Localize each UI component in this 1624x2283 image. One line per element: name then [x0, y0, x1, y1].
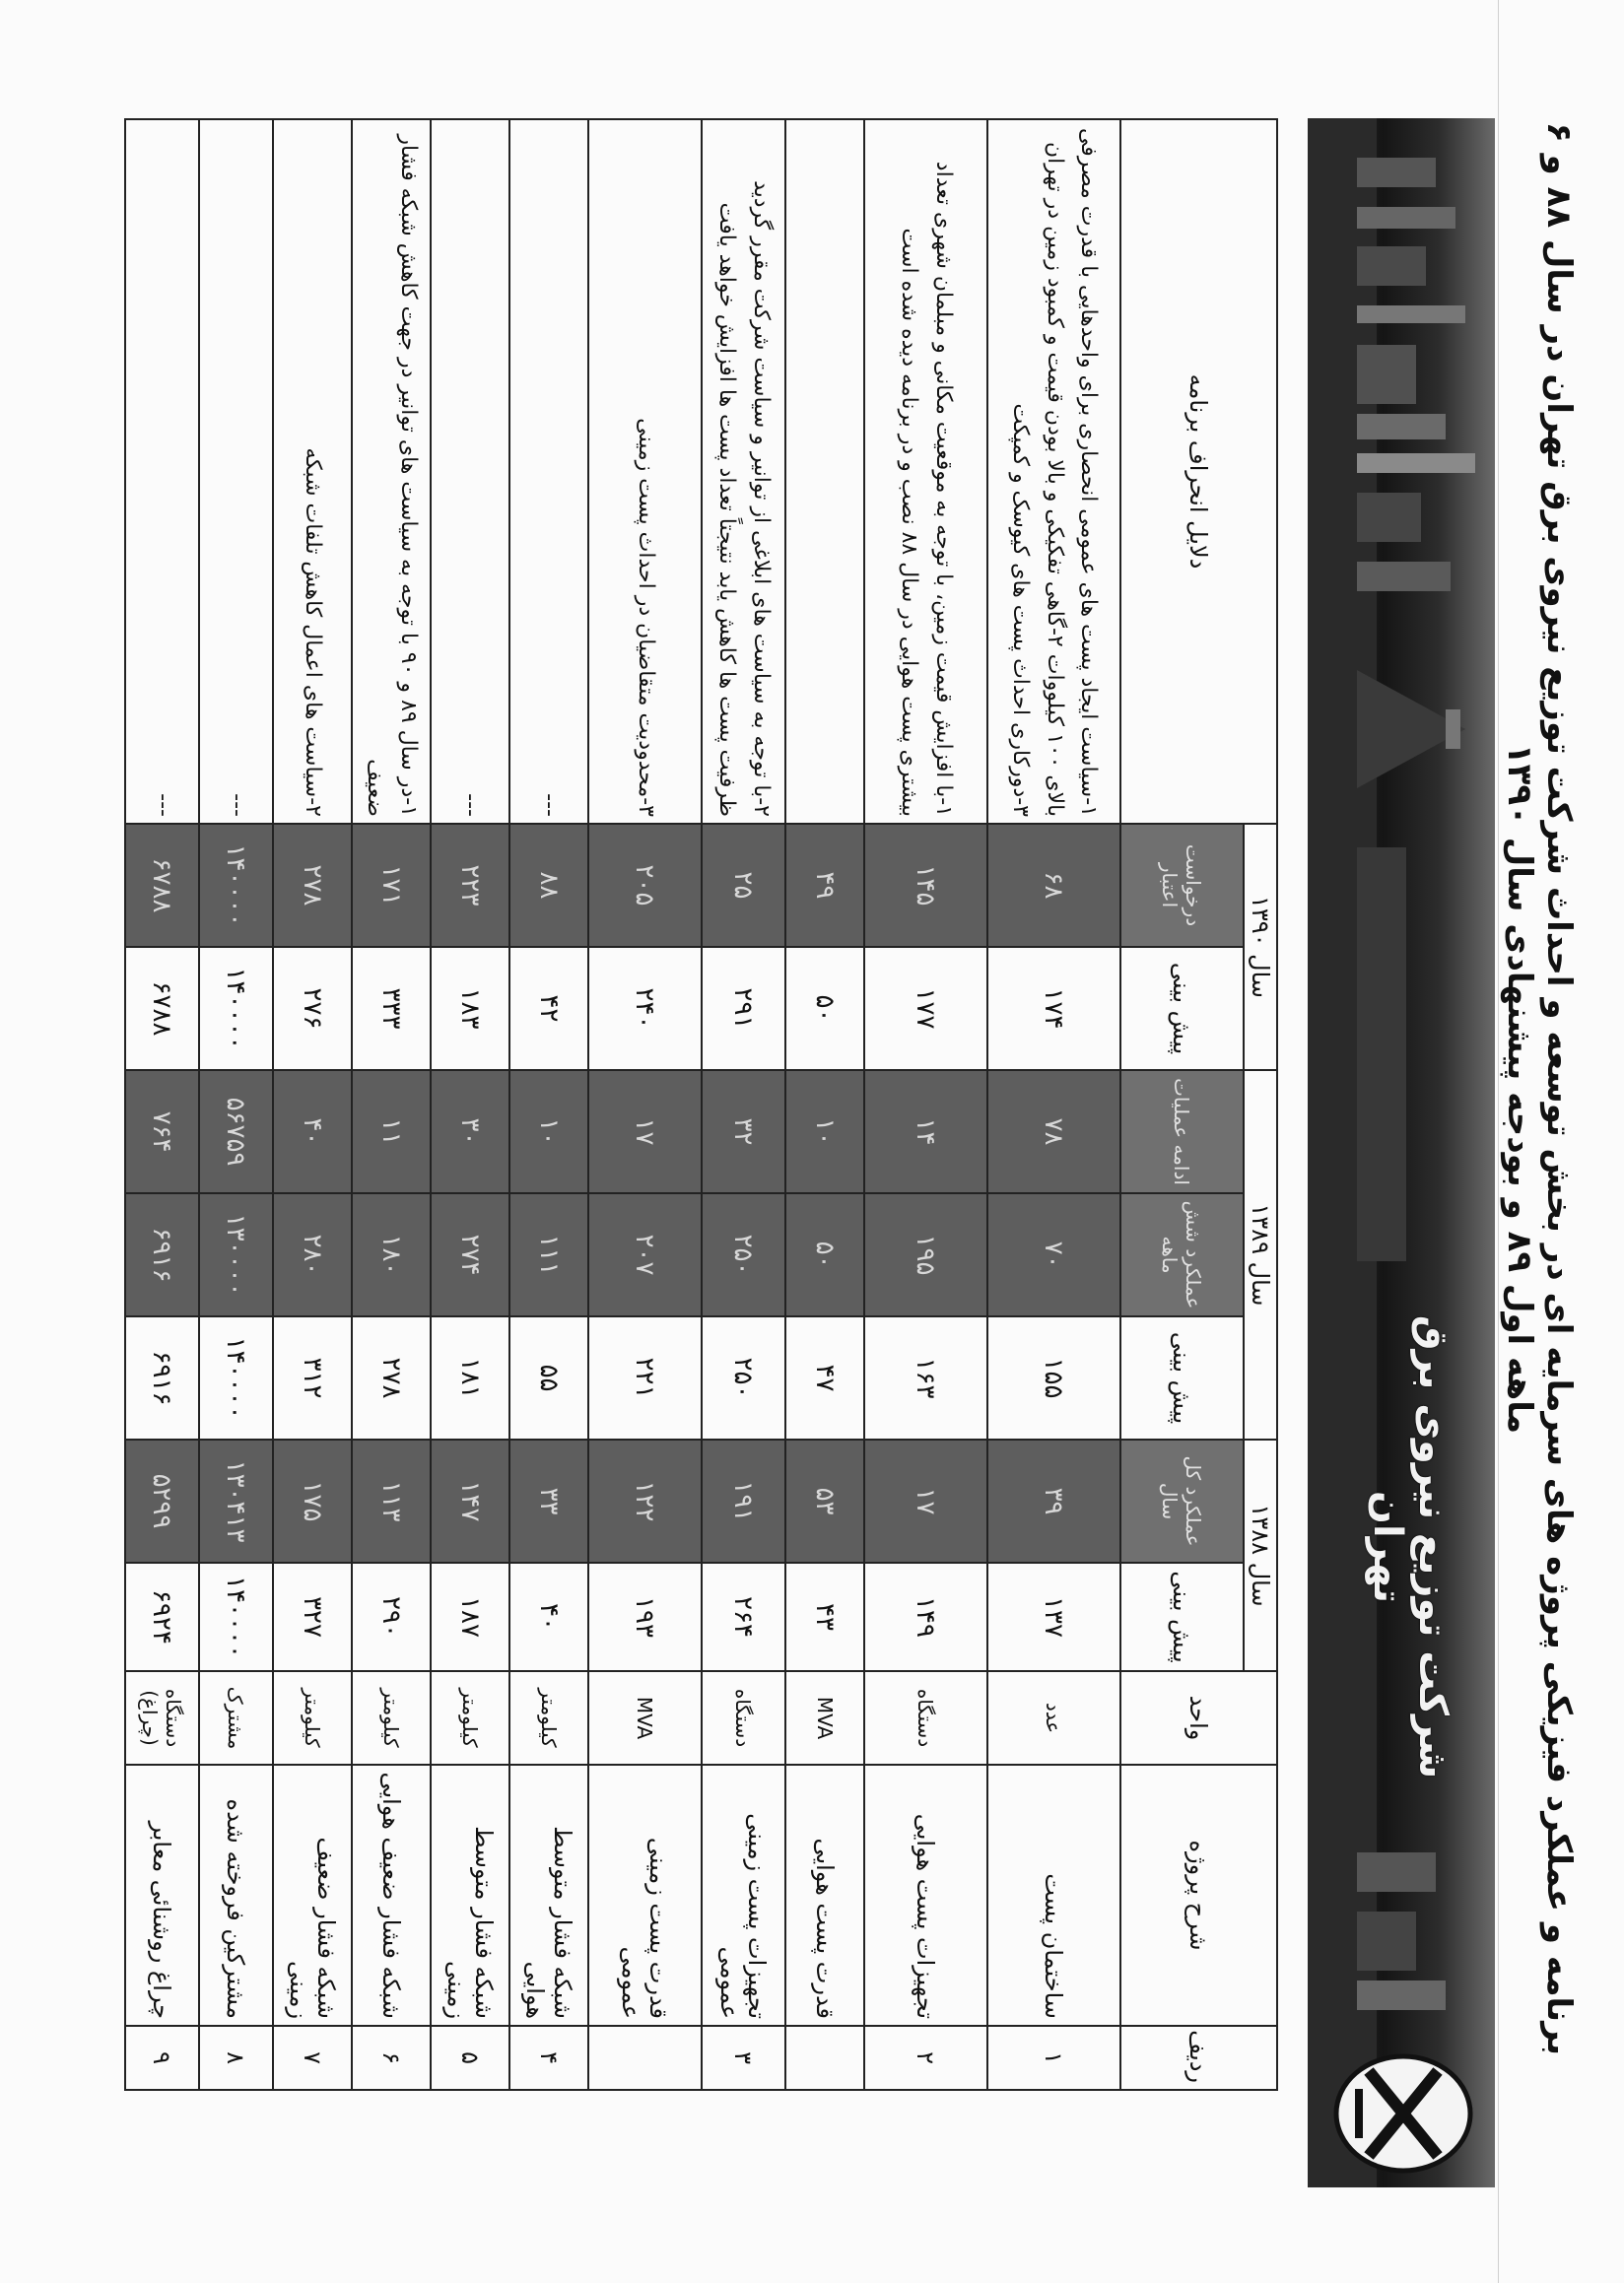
request-1390: ۸۸: [509, 824, 588, 947]
project-name: شبکه فشار ضعیف زمینی: [273, 1765, 352, 2026]
actual-6m-1389: ۲۷۴: [431, 1193, 509, 1316]
table-body: [125, 119, 1120, 2090]
row-number: ۶: [352, 2026, 431, 2090]
remaining-1389: ۳۲: [702, 1070, 785, 1193]
projects-table: [124, 118, 1278, 2091]
remaining-1389: ۱۰: [509, 1070, 588, 1193]
row-number: [588, 2026, 702, 2090]
row-number: ۲: [864, 2026, 987, 2090]
plan-1390: ۱۴۰۰۰۰: [199, 947, 273, 1070]
header-row: ردیف: [1120, 2026, 1277, 2090]
plan-1390: ۱۷۷: [864, 947, 987, 1070]
project-name: شبکه فشار متوسط هوایی: [509, 1765, 588, 2026]
plan-1388: ۱۴۹: [864, 1563, 987, 1671]
deviation-reason: ۱-سیاست ایجاد پست های عمومی انحصاری برای واحدهایی با قدرت مصرفی بالای ۱۰۰ کیلووات ۲-گاهی تفکیکی و بالا بودن قیمت و کمبود زمین در تهران ۳-دورکاری احداث پست های کیوسک و کمپکت: [987, 119, 1120, 824]
request-1390: ۶۷۸۸: [125, 824, 199, 947]
row-number: ۹: [125, 2026, 199, 2090]
plan-1390: ۲۷۶: [273, 947, 352, 1070]
plan-1388: ۱۹۳: [588, 1563, 702, 1671]
plan-1388: ۲۹۰: [352, 1563, 431, 1671]
table-row: [702, 119, 785, 2090]
header-project: شرح پروژه: [1120, 1765, 1277, 2026]
actual-6m-1389: ۱۹۵: [864, 1193, 987, 1316]
table-row: [588, 119, 702, 2090]
plan-1389: ۲۷۸: [352, 1316, 431, 1440]
deviation-reason: ---: [199, 119, 273, 824]
project-name: چراغ روشنائی معابر: [125, 1765, 199, 2026]
header-actual-88: عملکرد کل سال: [1120, 1440, 1244, 1563]
request-1390: ۴۹: [785, 824, 864, 947]
actual-1388: ۱۳۰۴۱۳: [199, 1440, 273, 1563]
request-1390: ۱۴۵: [864, 824, 987, 947]
plan-1389: ۱۸۱: [431, 1316, 509, 1440]
project-name: تجهیزات پست زمینی عمومی: [702, 1765, 785, 2026]
plan-1388: ۲۶۴: [702, 1563, 785, 1671]
unit: دستگاه (چراغ): [125, 1671, 199, 1765]
request-1390: ۲۵: [702, 824, 785, 947]
plan-1389: ۲۲۱: [588, 1316, 702, 1440]
plan-1390: ۲۹۱: [702, 947, 785, 1070]
remaining-1389: ۱۰: [785, 1070, 864, 1193]
header-request-90: درخواست اعتبار: [1120, 824, 1244, 947]
project-name: تجهیزات پست هوایی: [864, 1765, 987, 2026]
header-remaining-89: ادامه عملیات: [1120, 1070, 1244, 1193]
actual-1388: ۵۳: [785, 1440, 864, 1563]
row-number: ۳: [702, 2026, 785, 2090]
remaining-1389: ۷۸: [987, 1070, 1120, 1193]
plan-1388: ۱۳۷: [987, 1563, 1120, 1671]
actual-6m-1389: ۷۰: [987, 1193, 1120, 1316]
header-banner: [1308, 118, 1495, 2187]
actual-6m-1389: ۲۰۷: [588, 1193, 702, 1316]
unit: کیلومتر: [509, 1671, 588, 1765]
header-row-1: [1244, 119, 1277, 2090]
plan-1390: ۴۲: [509, 947, 588, 1070]
remaining-1389: ۵۶۷۵۹: [199, 1070, 273, 1193]
actual-1388: ۱۲۲: [588, 1440, 702, 1563]
actual-6m-1389: ۱۸۰: [352, 1193, 431, 1316]
row-number: ۸: [199, 2026, 273, 2090]
unit: مشترک: [199, 1671, 273, 1765]
request-1390: ۲۰۵: [588, 824, 702, 947]
table-row: [273, 119, 352, 2090]
table-row: [431, 119, 509, 2090]
row-number: ۴: [509, 2026, 588, 2090]
plan-1389: ۱۶۳: [864, 1316, 987, 1440]
remaining-1389: ۴۰: [273, 1070, 352, 1193]
row-number: ۱: [987, 2026, 1120, 2090]
request-1390: ۲۷۸: [273, 824, 352, 947]
row-number: ۵: [431, 2026, 509, 2090]
request-1390: ۶۸: [987, 824, 1120, 947]
plan-1388: ۴۳: [785, 1563, 864, 1671]
actual-6m-1389: ۵۰: [785, 1193, 864, 1316]
remaining-1389: ۳۰: [431, 1070, 509, 1193]
actual-1388: ۵۲۹۹: [125, 1440, 199, 1563]
actual-1388: ۳۳: [509, 1440, 588, 1563]
plan-1388: ۱۸۷: [431, 1563, 509, 1671]
plan-1390: ۲۴۰: [588, 947, 702, 1070]
plan-1389: ۱۴۰۰۰۰: [199, 1316, 273, 1440]
plan-1390: ۵۰: [785, 947, 864, 1070]
city-skyline-image: [1308, 118, 1495, 2187]
header-year-1390: سال ۱۳۹۰: [1244, 824, 1277, 1070]
project-name: ساختمان پست: [987, 1765, 1120, 2026]
deviation-reason: [785, 119, 864, 824]
plan-1388: ۶۹۲۴: [125, 1563, 199, 1671]
request-1390: ۱۷۱: [352, 824, 431, 947]
header-plan-89: پیش بینی: [1120, 1316, 1244, 1440]
unit: عدد: [987, 1671, 1120, 1765]
plan-1389: ۱۵۵: [987, 1316, 1120, 1440]
plan-1388: ۳۲۷: [273, 1563, 352, 1671]
plan-1389: ۶۹۱۶: [125, 1316, 199, 1440]
plan-1389: ۳۱۲: [273, 1316, 352, 1440]
request-1390: ۲۲۳: [431, 824, 509, 947]
rotated-content: [71, 108, 1589, 2217]
actual-1388: ۱۱۳: [352, 1440, 431, 1563]
project-name: قدرت پست هوایی: [785, 1765, 864, 2026]
remaining-1389: ۷۶۴: [125, 1070, 199, 1193]
deviation-reason: ۲-سیاست های اعمال کاهش تلفات شبکه: [273, 119, 352, 824]
table-row: [509, 119, 588, 2090]
actual-1388: ۱۴۷: [431, 1440, 509, 1563]
table-row: [199, 119, 273, 2090]
actual-6m-1389: ۱۱۱: [509, 1193, 588, 1316]
remaining-1389: ۱۷: [588, 1070, 702, 1193]
plan-1390: ۱۸۳: [431, 947, 509, 1070]
plan-1389: ۲۵۰: [702, 1316, 785, 1440]
actual-1388: ۱۷۵: [273, 1440, 352, 1563]
actual-1388: ۱۹۱: [702, 1440, 785, 1563]
plan-1388: ۱۴۰۰۰۰: [199, 1563, 273, 1671]
plan-1390: ۳۳۳: [352, 947, 431, 1070]
plan-1388: ۴۰: [509, 1563, 588, 1671]
header-plan-88: پیش بینی: [1120, 1563, 1244, 1671]
remaining-1389: ۱۱: [352, 1070, 431, 1193]
table-row: [864, 119, 987, 2090]
deviation-reason: ۱-در سال ۸۹ و ۹۰ با توجه به سیاست های توانیر در جهت کاهش شبکه فشار ضعیف: [352, 119, 431, 824]
unit: دستگاه: [864, 1671, 987, 1765]
project-name: مشترکین فروخته شده: [199, 1765, 273, 2026]
deviation-reason: ۳-محدودیت متقاضیان در احداث پست زمینی: [588, 119, 702, 824]
table-row: [352, 119, 431, 2090]
company-logo: [1329, 2049, 1477, 2178]
unit: کیلومتر: [352, 1671, 431, 1765]
row-number: ۷: [273, 2026, 352, 2090]
project-name: شبکه فشار متوسط زمینی: [431, 1765, 509, 2026]
plan-1390: ۱۷۴: [987, 947, 1120, 1070]
project-name: شبکه فشار ضعیف هوایی: [352, 1765, 431, 2026]
row-number: [785, 2026, 864, 2090]
unit: MVA: [588, 1671, 702, 1765]
actual-6m-1389: ۶۹۱۶: [125, 1193, 199, 1316]
header-unit: واحد: [1120, 1671, 1277, 1765]
deviation-reason: ۱-با افزایش قیمت زمین، با توجه به موقعیت مکانی و مبلمان شهری تعداد بیشتری پست هوایی در سال ۸۸ نصب و در برنامه دیده شده است: [864, 119, 987, 824]
deviation-reason: ---: [509, 119, 588, 824]
table-row: [785, 119, 864, 2090]
banner-company-name: شرکت توزیع نیروی برق تهران: [1365, 1314, 1455, 1779]
actual-1388: ۱۷: [864, 1440, 987, 1563]
request-1390: ۱۴۰۰۰۰: [199, 824, 273, 947]
unit: کیلومتر: [431, 1671, 509, 1765]
deviation-reason: ---: [431, 119, 509, 824]
plan-1390: ۶۷۸۸: [125, 947, 199, 1070]
unit: کیلومتر: [273, 1671, 352, 1765]
project-name: قدرت پست زمینی عمومی: [588, 1765, 702, 2026]
table-row: [987, 119, 1120, 2090]
unit: دستگاه: [702, 1671, 785, 1765]
plan-1389: ۴۷: [785, 1316, 864, 1440]
deviation-reason: ۲-با توجه به سیاست های ابلاغی از توانیر و سیاست شرکت مقرر گردید ظرفیت پست ها کاهش یابد نتیجتاً تعداد پست ها افزایش خواهد یافت: [702, 119, 785, 824]
actual-6m-1389: ۱۳۰۰۰۰: [199, 1193, 273, 1316]
header-actual-89: عملکرد شش ماهه: [1120, 1193, 1244, 1316]
header-reason: دلایل انحراف برنامه: [1120, 119, 1277, 824]
plan-1389: ۵۵: [509, 1316, 588, 1440]
actual-6m-1389: ۲۸۰: [273, 1193, 352, 1316]
actual-1388: ۳۹: [987, 1440, 1120, 1563]
deviation-reason: ---: [125, 119, 199, 824]
unit: MVA: [785, 1671, 864, 1765]
document-title: برنامه و عملکرد فیزیکی پروژه های سرمایه ای در بخش توسعه و احداث شرکت توزیع نیروی برق تهران در سال ۸۸ و ۶ ماهه اول ۸۹ و بودجه پیشنهادی سال ۱۳۹۰: [1500, 122, 1579, 2055]
header-year-1389: سال ۱۳۸۹: [1244, 1070, 1277, 1440]
header-plan-90: پیش بینی: [1120, 947, 1244, 1070]
actual-6m-1389: ۲۵۰: [702, 1193, 785, 1316]
header-year-1388: سال ۱۳۸۸: [1244, 1440, 1277, 1671]
remaining-1389: ۱۴: [864, 1070, 987, 1193]
table-row: [125, 119, 199, 2090]
